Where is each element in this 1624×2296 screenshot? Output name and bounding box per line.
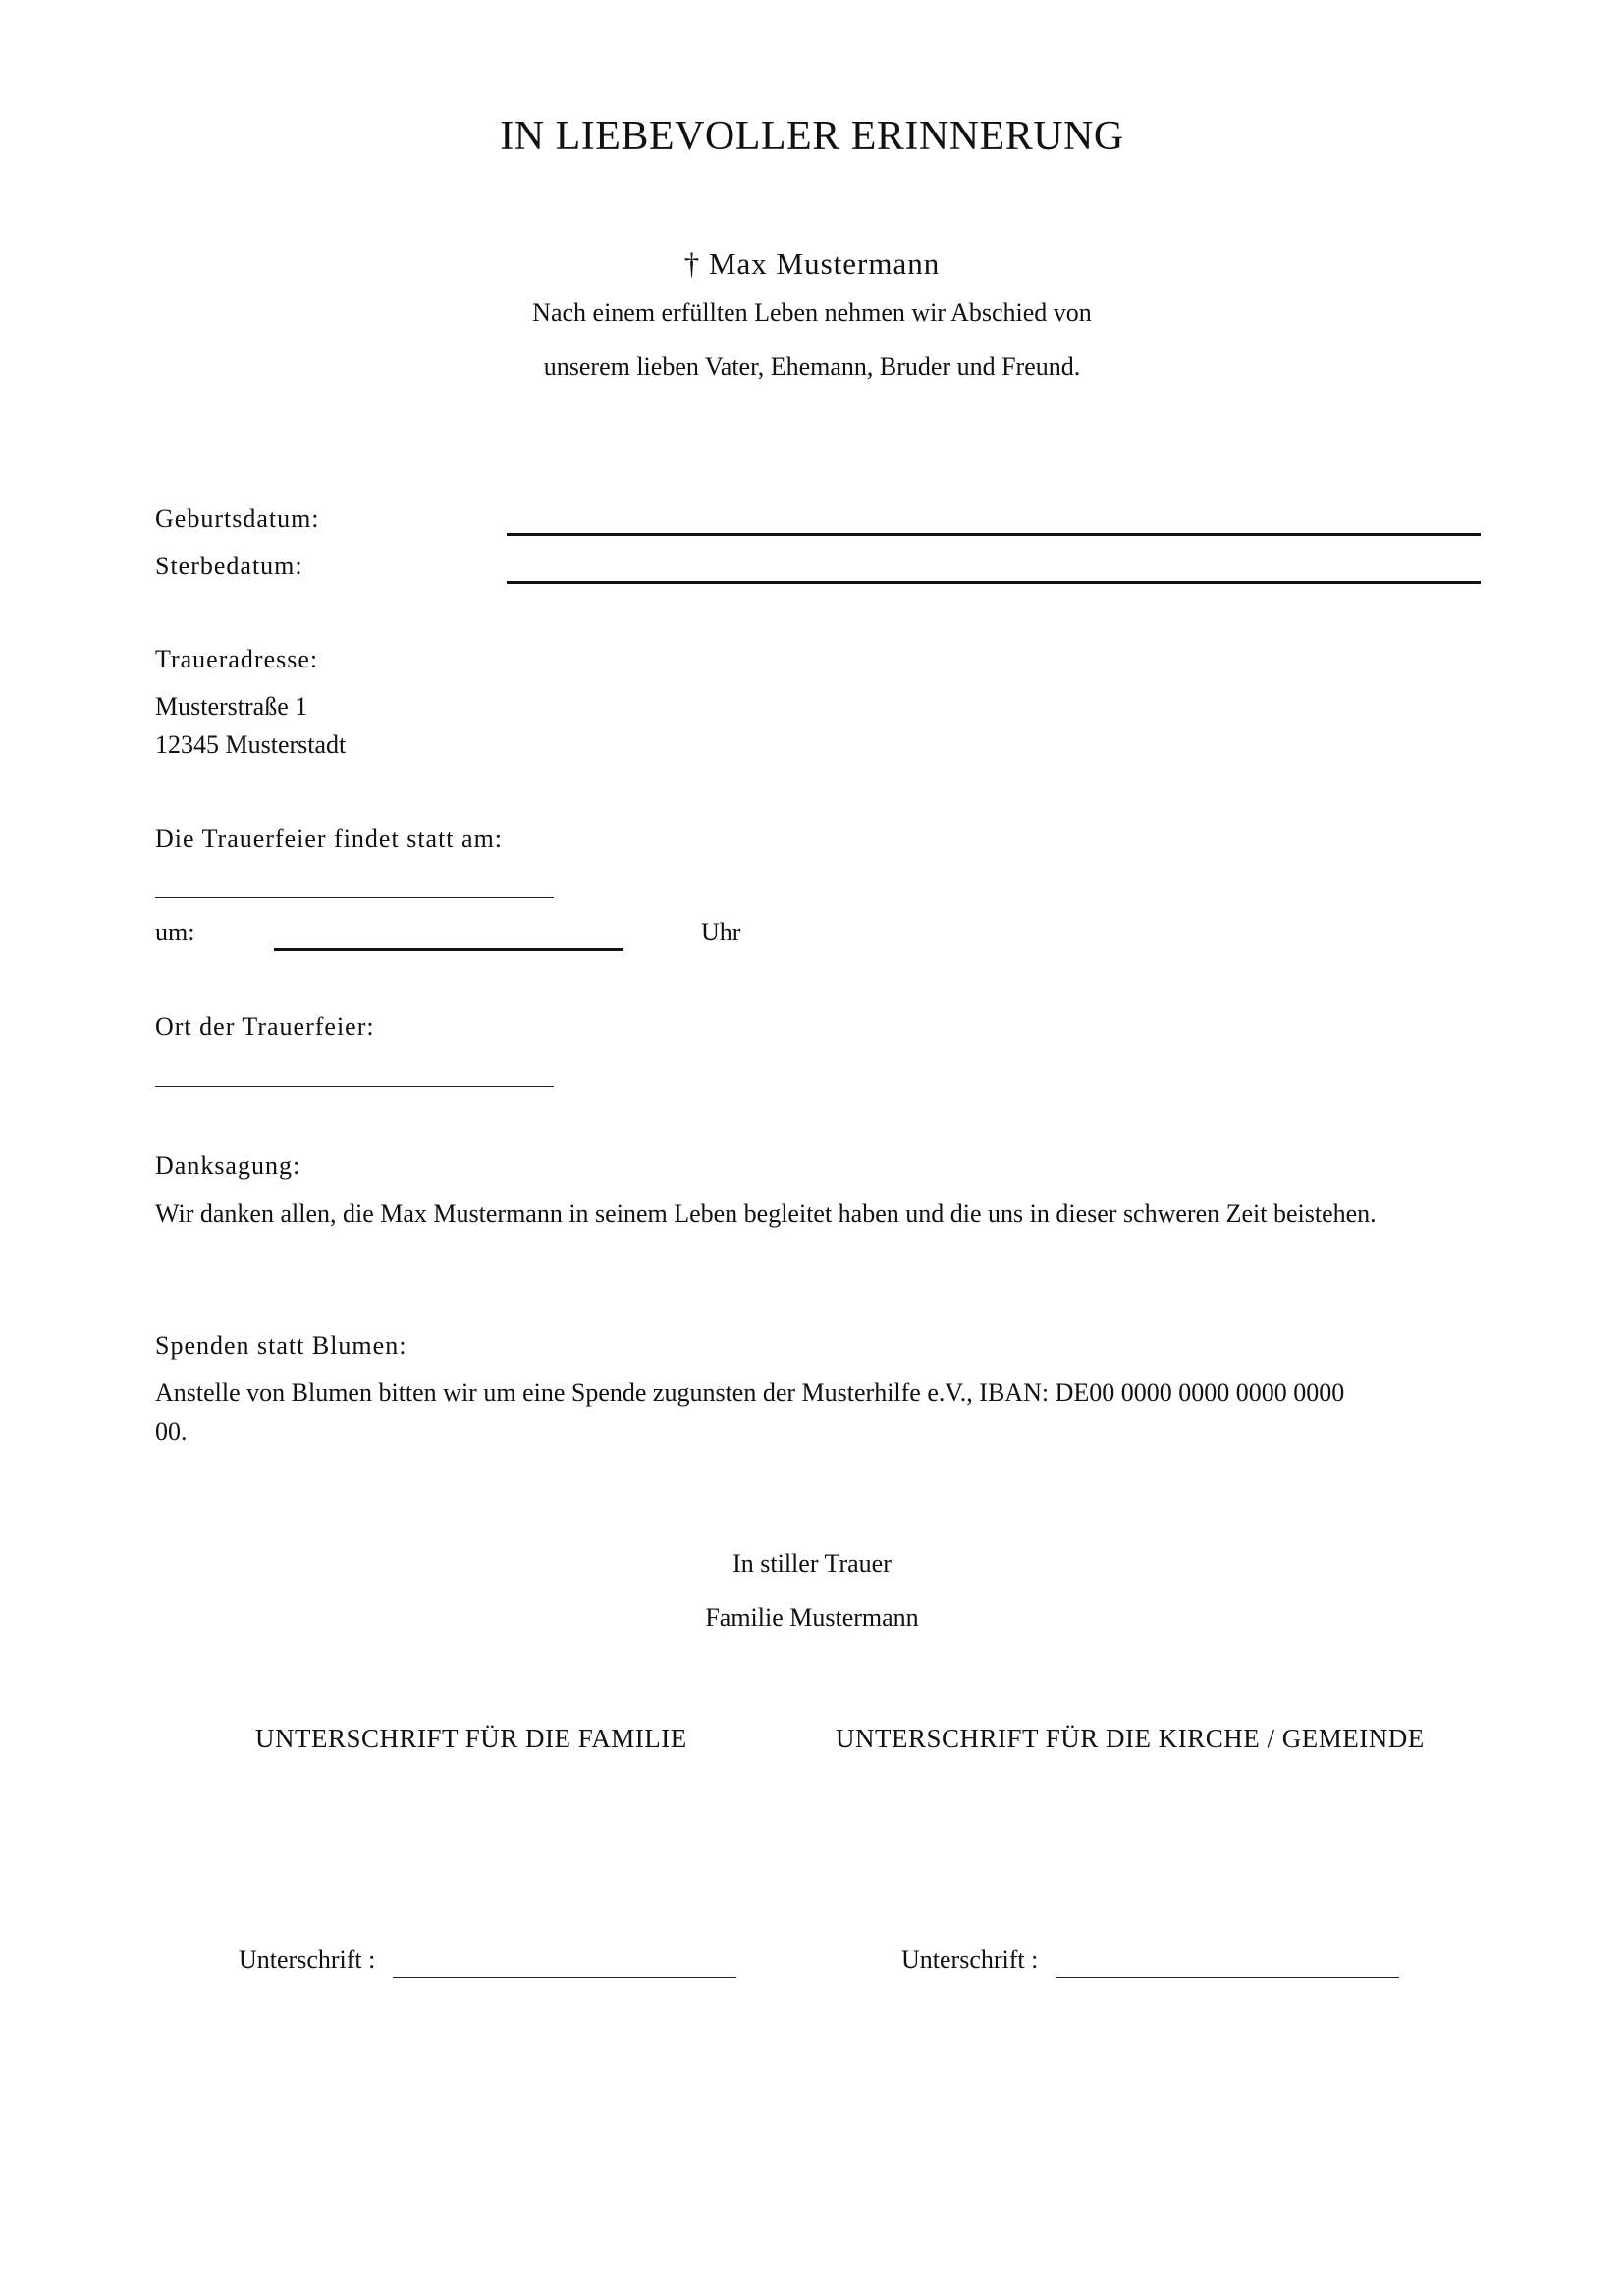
death-date-label: Sterbedatum: xyxy=(155,552,303,580)
closing-line-2: Familie Mustermann xyxy=(705,1603,919,1631)
family-signature-heading: UNTERSCHRIFT FÜR DIE FAMILIE xyxy=(255,1724,687,1753)
time-field[interactable] xyxy=(274,948,623,951)
church-signature-label: Unterschrift : xyxy=(901,1946,1039,1974)
time-unit: Uhr xyxy=(701,918,741,946)
deceased-name: † Max Mustermann xyxy=(683,246,941,281)
time-label: um: xyxy=(155,918,195,946)
death-date-field[interactable] xyxy=(507,581,1481,584)
donations-label: Spenden statt Blumen: xyxy=(155,1331,407,1360)
church-signature-field[interactable] xyxy=(1056,1977,1399,1978)
ceremony-date-field[interactable] xyxy=(155,897,554,898)
family-signature-field[interactable] xyxy=(393,1977,736,1978)
donations-text-line-1: Anstelle von Blumen bitten wir um eine Spende zugunsten der Musterhilfe e.V., IBAN: DE00 0000 0000 0000 0000 xyxy=(155,1378,1345,1407)
address-line-2: 12345 Musterstadt xyxy=(155,730,347,759)
address-label: Traueradresse: xyxy=(155,645,319,673)
donations-text-line-2: 00. xyxy=(155,1417,188,1446)
church-signature-heading: UNTERSCHRIFT FÜR DIE KIRCHE / GEMEINDE xyxy=(836,1724,1425,1753)
intro-line-2: unserem lieben Vater, Ehemann, Bruder und Freund. xyxy=(543,352,1081,381)
thanks-text: Wir danken allen, die Max Mustermann in seinem Leben begleitet haben und die uns in dieser schweren Zeit beistehen. xyxy=(155,1200,1377,1228)
intro-line-1: Nach einem erfüllten Leben nehmen wir Abschied von xyxy=(532,298,1092,327)
ceremony-place-field[interactable] xyxy=(155,1086,554,1087)
birth-date-field[interactable] xyxy=(507,533,1481,536)
address-line-1: Musterstraße 1 xyxy=(155,692,308,721)
closing-line-1: In stiller Trauer xyxy=(732,1549,892,1577)
birth-date-label: Geburtsdatum: xyxy=(155,505,320,533)
thanks-label: Danksagung: xyxy=(155,1151,301,1180)
ceremony-place-label: Ort der Trauerfeier: xyxy=(155,1012,375,1041)
family-signature-label: Unterschrift : xyxy=(239,1946,376,1974)
document-title: IN LIEBEVOLLER ERINNERUNG xyxy=(500,114,1124,159)
ceremony-date-label: Die Trauerfeier findet statt am: xyxy=(155,825,504,853)
